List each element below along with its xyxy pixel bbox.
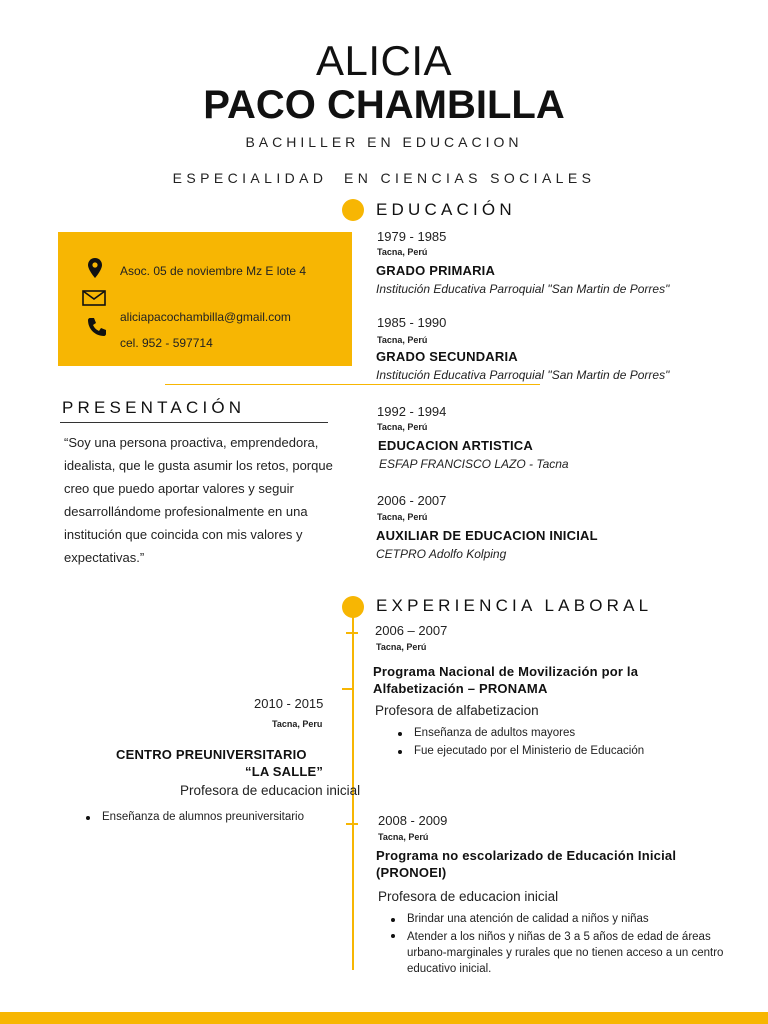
footer-bar [0, 1012, 768, 1024]
experience-years: 2006 – 2007 [375, 623, 448, 638]
experience-place: Tacna, Peru [272, 719, 323, 729]
experience-bullet: Brindar una atención de calidad a niños y niñas [407, 913, 649, 925]
education-years: 2006 - 2007 [377, 493, 447, 508]
specialty-subtitle: ESPECIALIDAD EN CIENCIAS SOCIALES [172, 170, 596, 186]
experience-program: Programa no escolarizado de Educación Inicial (PRONOEI) [376, 848, 677, 880]
education-degree: EDUCACION ARTISTICA [378, 438, 533, 453]
experience-program: Programa Nacional de Movilización por la Alfabetización – PRONAMA [373, 664, 639, 696]
experience-role: Profesora de alfabetizacion [375, 703, 539, 718]
experience-program: CENTRO PREUNIVERSITARIO [116, 747, 307, 762]
experience-bullet: Fue ejecutado por el Ministerio de Educación [414, 745, 645, 757]
experience-place: Tacna, Perú [378, 832, 429, 842]
education-place: Tacna, Perú [377, 422, 428, 432]
education-institution: CETPRO Adolfo Kolping [376, 547, 507, 561]
presentation-underline [60, 422, 328, 423]
contact-phone[interactable]: cel. 952 - 597714 [120, 336, 213, 350]
education-degree: AUXILIAR DE EDUCACION INICIAL [376, 528, 598, 543]
experience-bullet: Enseñanza de adultos mayores [414, 727, 576, 739]
education-years: 1992 - 1994 [377, 404, 447, 419]
experience-bullet: Enseñanza de alumnos preuniversitario [102, 811, 305, 823]
experience-role: Profesora de educacion inicial [180, 783, 361, 798]
last-name: PACO CHAMBILLA [203, 83, 565, 127]
education-degree: GRADO PRIMARIA [376, 263, 496, 278]
presentation-title: PRESENTACIÓN [62, 398, 246, 417]
experience-years: 2010 - 2015 [254, 696, 324, 711]
experience-place: Tacna, Perú [376, 642, 427, 652]
education-degree: GRADO SECUNDARIA [376, 349, 518, 364]
location-pin-icon [88, 258, 102, 278]
education-dot [342, 199, 364, 221]
degree-subtitle: BACHILLER EN EDUCACION [245, 134, 523, 150]
experience-program: “LA SALLE” [245, 764, 324, 779]
experience-title: EXPERIENCIA LABORAL [376, 596, 653, 615]
education-place: Tacna, Perú [377, 335, 428, 345]
contact-email[interactable]: aliciapacochambilla@gmail.com [120, 310, 291, 324]
timeline-tick [342, 688, 354, 690]
education-place: Tacna, Perú [377, 512, 428, 522]
education-years: 1985 - 1990 [377, 315, 447, 330]
contact-box [58, 232, 352, 366]
education-years: 1979 - 1985 [377, 229, 447, 244]
education-institution: ESFAP FRANCISCO LAZO - Tacna [379, 457, 569, 471]
experience-role: Profesora de educacion inicial [378, 889, 559, 904]
contact-address: Asoc. 05 de noviembre Mz E lote 4 [120, 264, 307, 278]
experience-bullet: Atender a los niños y niñas de 3 a 5 años de edad de áreas urbano-marginales y rurales que no tienen acceso a un centro educativo inicial. [407, 929, 742, 977]
education-title: EDUCACIÓN [376, 200, 516, 219]
experience-years: 2008 - 2009 [378, 813, 448, 828]
mail-icon [82, 290, 106, 306]
education-institution: Institución Educativa Parroquial "San Martin de Porres" [376, 282, 670, 296]
education-institution: Institución Educativa Parroquial "San Martin de Porres" [376, 368, 670, 382]
timeline-tick [346, 632, 358, 634]
presentation-text: “Soy una persona proactiva, emprendedora, idealista, que le gusta asumir los retos, porque creo que puedo aportar valores y seguir desarrollándome profesionalmente en una institución que coincida con mis valores y expectativas.” [64, 435, 333, 565]
divider-line [165, 384, 540, 385]
education-place: Tacna, Perú [377, 247, 428, 257]
timeline-tick [346, 823, 358, 825]
first-name: ALICIA [315, 37, 453, 84]
phone-icon [86, 316, 108, 338]
